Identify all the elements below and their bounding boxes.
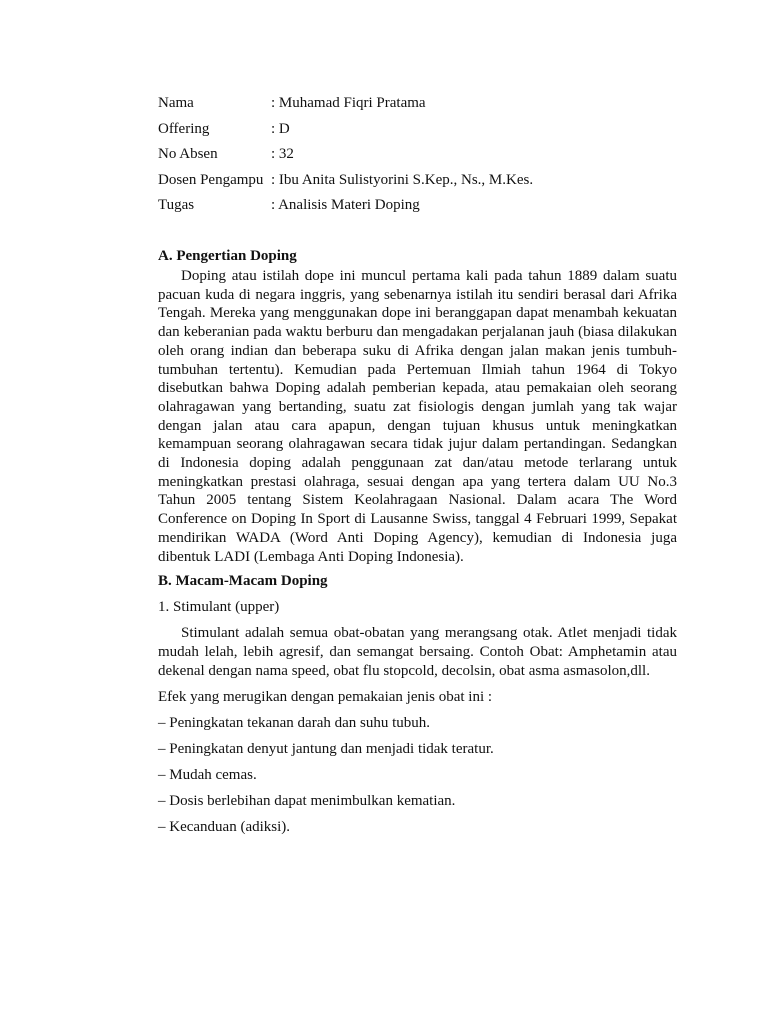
header-value: : Muhamad Fiqri Pratama	[271, 95, 426, 111]
document-body	[158, 245, 677, 838]
header-value: : Ibu Anita Sulistyorini S.Kep., Ns., M.Kes.	[271, 171, 534, 188]
header-value: : 32	[271, 146, 294, 163]
effect-item: – Peningkatan tekanan darah dan suhu tubuh.	[158, 715, 431, 732]
stimulant-paragraph: Stimulant adalah semua obat-obatan yang merangsang otak. Atlet menjadi tidak mudah lelah, lebih agresif, dan semangat bersaing. Contoh Obat: Amphetamin atau dekenal dengan nama speed, obat flu stopcold, decolsin, obat asma asmasolon,dll.	[158, 625, 677, 679]
section-b-heading: B. Macam-Macam Doping	[158, 573, 328, 590]
header-row-tugas	[158, 194, 678, 220]
header-row-nama	[158, 92, 678, 118]
identity-header	[158, 92, 678, 220]
section-a-heading: A. Pengertian Doping	[158, 248, 297, 264]
header-label: No Absen	[158, 146, 218, 163]
effects-intro: Efek yang merugikan dengan pemakaian jenis obat ini :	[158, 689, 493, 706]
header-row-dosen	[158, 169, 678, 195]
effect-item: – Peningkatan denyut jantung dan menjadi tidak teratur.	[158, 741, 494, 758]
effect-item: – Dosis berlebihan dapat menimbulkan kematian.	[158, 793, 456, 810]
header-label: Offering	[158, 120, 210, 137]
header-label: Nama	[158, 95, 194, 111]
header-value: : D	[271, 120, 290, 137]
header-row-no-absen	[158, 143, 678, 169]
subsection-stimulant-title: 1. Stimulant (upper)	[158, 599, 280, 616]
section-a-paragraph: Doping atau istilah dope ini muncul pertama kali pada tahun 1889 dalam suatu pacuan kuda di negara inggris, yang sebenarnya istilah itu sendiri berasal dari Afrika Tengah. Mereka yang menggunakan dope ini beranggapan dapat menambah kekuatan dan keberanian pada waktu berburu dan mengadakan perjalanan jauh (biasa dilakukan oleh orang indian dan beberapa suku di Afrika dengan jalan makan jenis tumbuh-tumbuhan tertentu). Kemudian pada Pertemuan Ilmiah tahun 1964 di Tokyo disebutkan bahwa Doping adalah pemberian kepada, atau pemakaian oleh seorang olahragawan yang bertanding, suatu zat fisiologis dengan jumlah yang tak wajar dengan jalan atau cara apapun, dengan tujuan khusus untuk meningkatkan kemampuan seorang olahragawan secara tidak jujur dalam pertandingan. Sedangkan di Indonesia doping adalah penggunaan zat dan/atau metode terlarang untuk meningkatkan prestasi olahraga, sesuai dengan apa yang tertera dalam UU No.3 Tahun 2005 tentang Sistem Keolahragaan Nasional. Dalam acara The Word Conference on Doping In Sport di Lausanne Swiss, tanggal 4 Februari 1999, Sepakat mendirikan WADA (Word Anti Doping Agency), kemudian di Indonesia juga dibentuk LADI (Lembaga Anti Doping Indonesia).	[158, 268, 677, 565]
effect-item: – Kecanduan (adiksi).	[158, 819, 291, 836]
header-row-offering	[158, 118, 678, 144]
header-value: : Analisis Materi Doping	[271, 197, 420, 214]
header-label: Tugas	[158, 197, 195, 214]
effect-item: – Mudah cemas.	[158, 767, 257, 784]
header-label: Dosen Pengampu	[158, 171, 264, 188]
